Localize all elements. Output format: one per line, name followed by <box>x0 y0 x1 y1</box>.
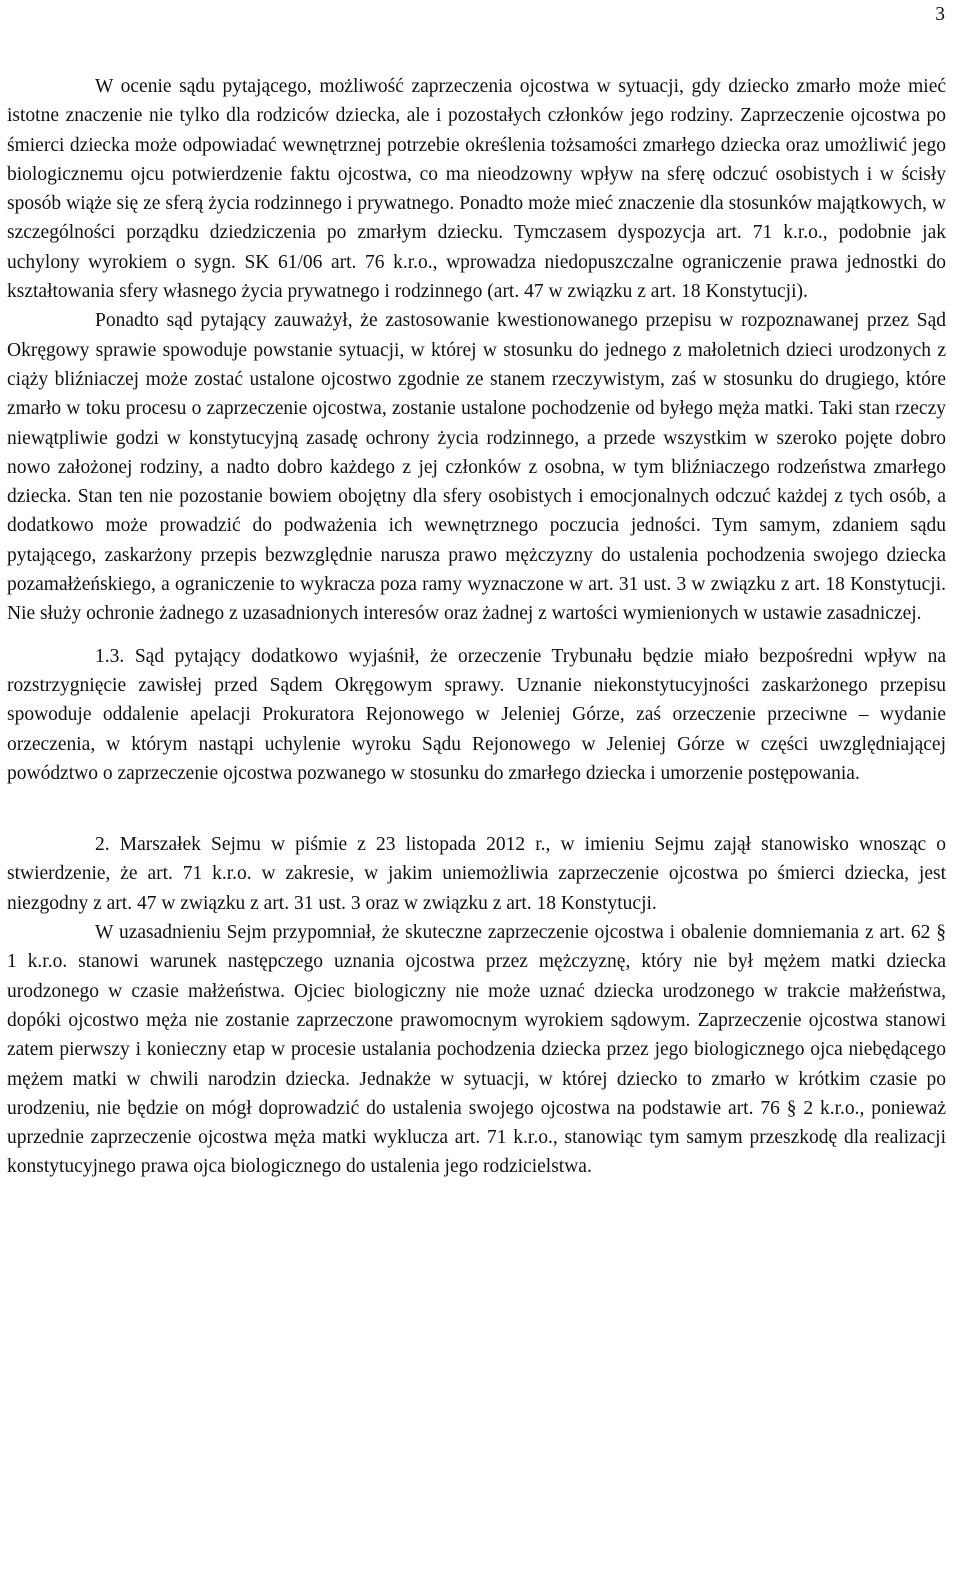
page-number: 3 <box>935 4 945 25</box>
paragraph-twin-siblings: Ponadto sąd pytający zauważył, że zastosowanie kwestionowanego przepisu w rozpoznawanej przez Sąd Okręgowy sprawie spowoduje powstanie sytuacji, w której w stosunku do jednego z małoletnich dzieci urodzonych z ciąży bliźniaczej może zostać ustalone ojcostwo zgodnie ze stanem rzeczywistym, zaś w stosunku do drugiego, które zmarło w toku procesu o zaprzeczenie ojcostwa, zostanie ustalone pochodzenie od byłego męża matki. Taki stan rzeczy niewątpliwie godzi w konstytucyjną zasadę ochrony życia rodzinnego, a przede wszystkim w szeroko pojęte dobro nowo założonej rodziny, a nadto dobro każdego z jej członków z osobna, w tym bliźniaczego rodzeństwa zmarłego dziecka. Stan ten nie pozostanie bowiem obojętny dla sfery osobistych i emocjonalnych odczuć każdej z tych osób, a dodatkowo może prowadzić do podważenia ich wewnętrznego poczucia jedności. Tym samym, zdaniem sądu pytającego, zaskarżony przepis bezwzględnie narusza prawo mężczyzny do ustalenia pochodzenia swojego dziecka pozamałżeńskiego, a ograniczenie to wykracza poza ramy wyznaczone w art. 31 ust. 3 w związku z art. 18 Konstytucji. Nie służy ochronie żadnego z uzasadnionych interesów oraz żadnej z wartości wymienionych w ustawie zasadniczej. <box>7 310 946 625</box>
paragraph-section-2: 2. Marszałek Sejmu w piśmie z 23 listopada 2012 r., w imieniu Sejmu zajął stanowisko wnosząc o stwierdzenie, że art. 71 k.r.o. w zakresie, w jakim uniemożliwia zaprzeczenie ojcostwa po śmierci dziecka, jest niezgodny z art. 47 w związku z art. 31 ust. 3 oraz w związku z art. 18 Konstytucji. <box>7 834 946 914</box>
paragraph-sejm-justification: W uzasadnieniu Sejm przypomniał, że skuteczne zaprzeczenie ojcostwa i obalenie domniemania z art. 62 § 1 k.r.o. stanowi warunek następczego uznania ojcostwa przez mężczyznę, który nie był mężem matki dziecka urodzonego w czasie małżeństwa. Ojciec biologiczny nie może uznać dziecka urodzonego w trakcie małżeństwa, dopóki ojcostwo męża nie zostanie zaprzeczone prawomocnym wyrokiem sądowym. Zaprzeczenie ojcostwa stanowi zatem pierwszy i konieczny etap w procesie ustalania pochodzenia dziecka przez jego biologicznego ojca niebędącego mężem matki w chwili narodzin dziecka. Jednakże w sytuacji, w której dziecko to zmarło w krótkim czasie po urodzeniu, nie będzie on mógł doprowadzić do ustalenia swojego ojcostwa na podstawie art. 76 § 2 k.r.o., ponieważ uprzednie zaprzeczenie ojcostwa męża matki wyklucza art. 71 k.r.o., stanowiąc tym samym przeszkodę dla realizacji konstytucyjnego prawa ojca biologicznego do ustalenia jego rodzicielstwa. <box>7 922 946 1178</box>
paragraph-spacer <box>7 629 946 642</box>
paragraph-section-1-3: 1.3. Sąd pytający dodatkowo wyjaśnił, że orzeczenie Trybunału będzie miało bezpośredni wpływ na rozstrzygnięcie zawisłej przed Sądem Okręgowym sprawy. Uznanie niekonstytucyjności zaskarżonego przepisu spowoduje oddalenie apelacji Prokuratora Rejonowego w Jeleniej Górze, zaś orzeczenie przeciwne – wydanie orzeczenia, w którym nastąpi uchylenie wyroku Sądu Rejonowego w Jeleniej Górze w części uwzględniającej powództwo o zaprzeczenie ojcostwa pozwanego w stosunku do zmarłego dziecka i umorzenie postępowania. <box>7 645 946 784</box>
section-spacer <box>7 788 946 830</box>
paragraph-court-opinion: W ocenie sądu pytającego, możliwość zaprzeczenia ojcostwa w sytuacji, gdy dziecko zmarło może mieć istotne znaczenie nie tylko dla rodziców dziecka, ale i pozostałych członków jego rodziny. Zaprzeczenie ojcostwa po śmierci dziecka może odpowiadać wewnętrznej potrzebie określenia tożsamości zmarłego dziecka oraz umożliwić jego biologicznemu ojcu potwierdzenie faktu ojcostwa, co ma nieodzowny wpływ na sferę odczuć osobistych i w ścisły sposób wiąże się ze sferą życia rodzinnego i prywatnego. Ponadto może mieć znaczenie dla stosunków majątkowych, w szczególności porządku dziedziczenia po zmarłym dziecku. Tymczasem dyspozycja art. 71 k.r.o., podobnie jak uchylony wyrokiem o sygn. SK 61/06 art. 76 k.r.o., wprowadza niedopuszczalne ograniczenie prawa jednostki do kształtowania sfery własnego życia prywatnego i rodzinnego (art. 47 w związku z art. 18 Konstytucji). <box>7 76 946 303</box>
